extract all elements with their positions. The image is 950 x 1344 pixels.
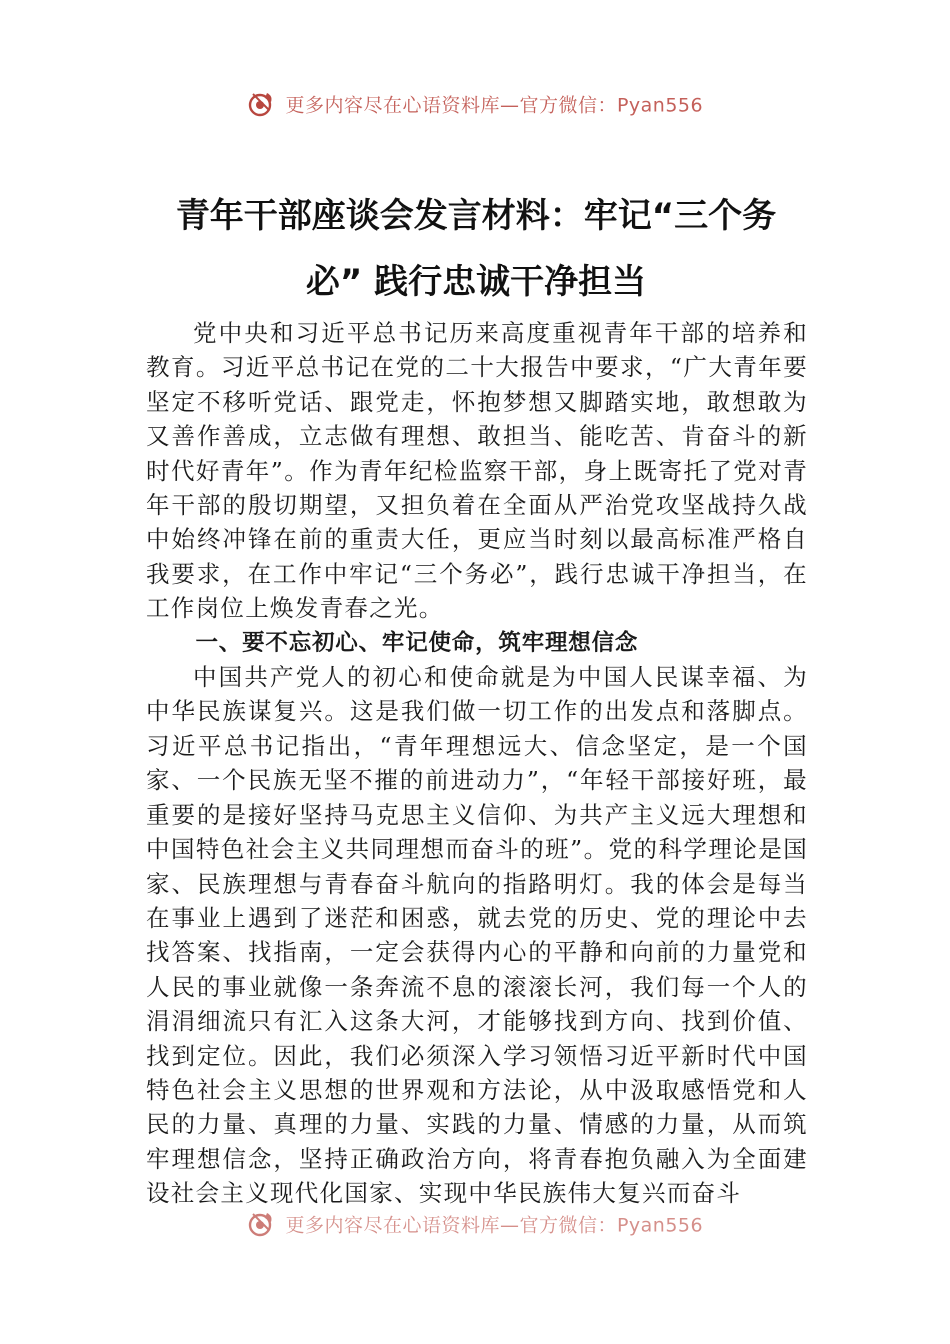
document-title-line-2: 必” 践行忠诚干净担当 bbox=[305, 262, 647, 302]
document-title-line-1: 青年干部座谈会发言材料：牢记“三个务 bbox=[175, 196, 777, 236]
section-heading-1: 一、要不忘初心、牢记使命，筑牢理想信念 bbox=[195, 629, 639, 656]
watermark-text: 更多内容尽在心语资料库—官方微信：Pyan556 bbox=[285, 1214, 704, 1237]
watermark-header bbox=[0, 90, 950, 118]
quill-seal-logo-icon bbox=[247, 1210, 275, 1238]
quill-seal-logo-icon bbox=[247, 90, 275, 118]
watermark-text: 更多内容尽在心语资料库—官方微信：Pyan556 bbox=[285, 94, 704, 117]
watermark-footer bbox=[0, 1210, 950, 1238]
section-1-paragraph: 中国共产党人的初心和使命就是为中国人民谋幸福、为中华民族谋复兴。这是我们做一切工作的出发点和落脚点。习近平总书记指出，“青年理想远大、信念坚定，是一个国家、一个民族无坚不摧的前进动力”，“年轻干部接好班，最重要的是接好坚持马克思主义信仰、为共产主义远大理想和中国特色社会主义共同理想而奋斗的班”。党的科学理论是国家、民族理想与青春奋斗航向的指路明灯。我的体会是每当在事业上遇到了迷茫和困惑，就去党的历史、党的理论中去找答案、找指南，一定会获得内心的平静和向前的力量党和人民的事业就像一条奔流不息的滚滚长河，我们每一个人的涓涓细流只有汇入这条大河，才能够找到方向、找到价值、找到定位。因此，我们必须深入学习领悟习近平新时代中国特色社会主义思想的世界观和方法论，从中汲取感悟党和人民的力量、真理的力量、实践的力量、情感的力量，从而筑牢理想信念，坚持正确政治方向，将青春抱负融入为全面建设社会主义现代化国家、实现中华民族伟大复兴而奋斗 bbox=[146, 663, 808, 1208]
document-body bbox=[146, 316, 808, 1211]
intro-paragraph: 党中央和习近平总书记历来高度重视青年干部的培养和教育。习近平总书记在党的二十大报告中要求，“广大青年要坚定不移听党话、跟党走，怀抱梦想又脚踏实地，敢想敢为又善作善成，立志做有理想、敢担当、能吃苦、肯奋斗的新时代好青年”。作为青年纪检监察干部，身上既寄托了党对青年干部的殷切期望，又担负着在全面从严治党攻坚战持久战中始终冲锋在前的重责大任，更应当时刻以最高标准严格自我要求，在工作中牢记“三个务必”，践行忠诚干净担当，在工作岗位上焕发青春之光。 bbox=[146, 319, 808, 623]
